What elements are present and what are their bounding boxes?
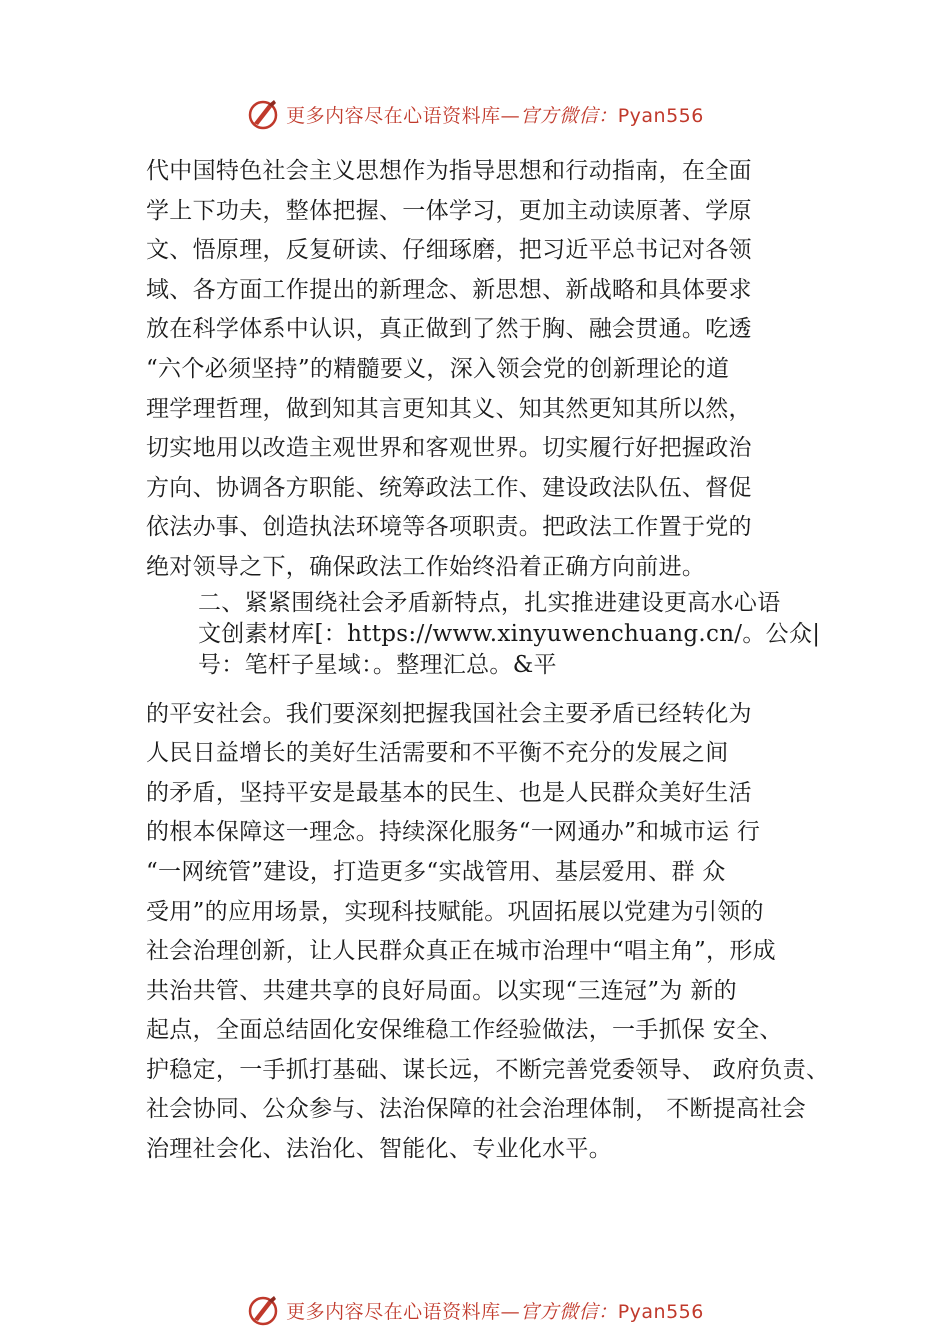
banner-dash: — <box>500 104 521 127</box>
quill-logo-icon <box>246 1293 280 1327</box>
text-line: 代中国特色社会主义思想作为指导思想和行动指南，在全面 <box>146 158 752 184</box>
text-line: 学上下功夫，整体把握、一体学习，更加主动读原著、学原 <box>146 197 752 224</box>
paragraph-2 <box>146 695 846 1170</box>
text-line: 起点，全面总结固化安保维稳工作经验做法，一手抓保 安全、 <box>146 1017 783 1044</box>
text-line: 护稳定，一手抓打基础、谋长远，不断完善党委领导、 政府负责、 <box>146 1056 830 1083</box>
banner-official-label: 官方微信： <box>520 1300 618 1323</box>
heading-line-url: 文创素材库[：https://www.xinyuwenchuang.cn/。公众| <box>198 620 821 647</box>
text-line: 绝对领导之下，确保政法工作始终沿着正确方向前进。 <box>146 553 706 580</box>
text-line: 文、悟原理，反复研读、仔细琢磨，把习近平总书记对各领 <box>146 237 752 264</box>
text-line: 放在科学体系中认识，真正做到了然于胸、融会贯通。吃透 <box>146 316 752 343</box>
text-line: 共治共管、共建共享的良好局面。以实现“三连冠”为 新的 <box>146 977 737 1004</box>
banner-wechat-id: Pyan556 <box>617 104 704 127</box>
heading-line: 二、紧紧围绕社会矛盾新特点，扎实推进建设更高水心语 <box>198 589 781 616</box>
banner-official-label: 官方微信： <box>520 104 618 127</box>
text-line: 受用”的应用场景，实现科技赋能。巩固拓展以党建为引领的 <box>146 898 764 925</box>
text-line: 的矛盾，坚持平安是最基本的民生、也是人民群众美好生活 <box>146 779 752 806</box>
header-banner <box>0 94 950 134</box>
text-line: 治理社会化、法治化、智能化、专业化水平。 <box>146 1136 612 1163</box>
text-line: 的根本保障这一理念。持续深化服务“一网通办”和城市运 行 <box>146 819 761 846</box>
quill-logo-icon <box>246 97 280 131</box>
banner-wechat-id: Pyan556 <box>617 1300 704 1323</box>
banner-main-text: 更多内容尽在心语资料库 <box>286 1300 501 1323</box>
text-line: 社会治理创新，让人民群众真正在城市治理中“唱主角”，形成 <box>146 938 776 965</box>
text-line: 切实地用以改造主观世界和客观世界。切实履行好把握政治 <box>146 435 752 462</box>
banner-text <box>286 1297 704 1324</box>
banner-text <box>286 101 704 128</box>
banner-dash: — <box>500 1300 521 1323</box>
text-line: 方向、协调各方职能、统筹政法工作、建设政法队伍、督促 <box>146 474 752 501</box>
document-body <box>146 150 846 1170</box>
text-line: 人民日益增长的美好生活需要和不平衡不充分的发展之间 <box>146 740 729 767</box>
text-line: 的平安社会。我们要深刻把握我国社会主要矛盾已经转化为 <box>146 700 752 727</box>
heading-line: 号：笔杆子星域：。整理汇总。&平 <box>198 651 557 678</box>
text-line: “六个必须坚持”的精髓要义，深入领会党的创新理论的道 <box>146 355 730 382</box>
text-line: 域、各方面工作提出的新理念、新思想、新战略和具体要求 <box>146 276 752 303</box>
section-heading-2 <box>146 588 846 681</box>
text-line: “一网统管”建设，打造更多“实战管用、基层爱用、群 众 <box>146 858 726 885</box>
text-line: 社会协同、公众参与、法治保障的社会治理体制， 不断提高社会 <box>146 1096 807 1123</box>
banner-main-text: 更多内容尽在心语资料库 <box>286 104 501 127</box>
footer-banner <box>0 1290 950 1330</box>
text-line: 依法办事、创造执法环境等各项职责。把政法工作置于党的 <box>146 514 752 541</box>
paragraph-1 <box>146 152 846 588</box>
text-line: 理学理哲理，做到知其言更知其义、知其然更知其所以然， <box>146 395 752 422</box>
